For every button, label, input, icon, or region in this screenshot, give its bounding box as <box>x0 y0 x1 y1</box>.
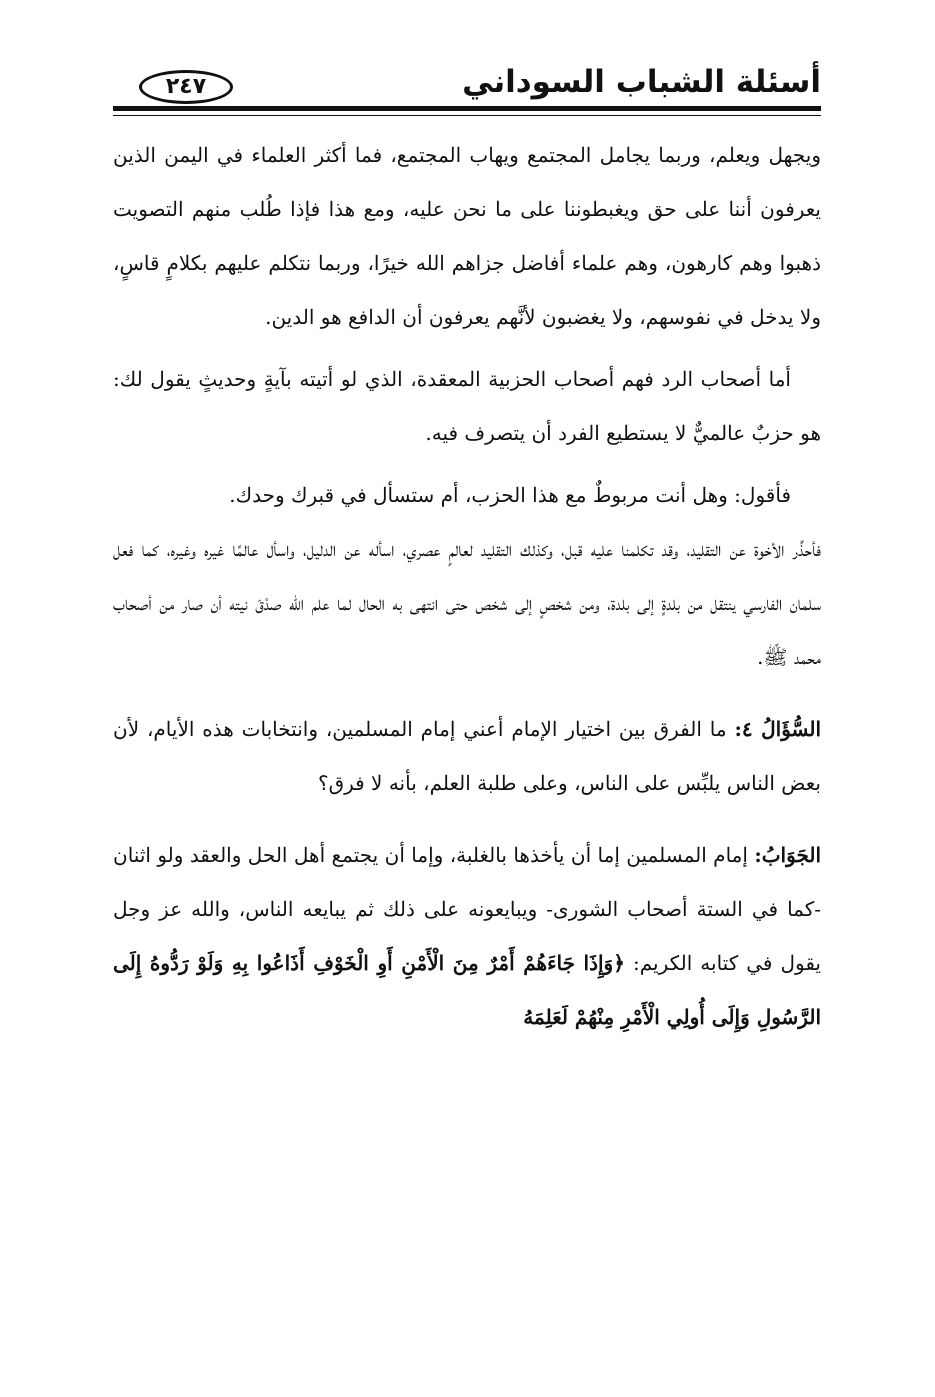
page-header <box>113 60 821 120</box>
paragraph-4: فأحذِّر الأخوة عن التقليد، وقد تكلمنا عليه قبل، وكذلك التقليد لعالمٍ عصري، اسأله عن الدليل، واسأل عالمًا غيره وغيره، كما فعل سلمان الفارسي ينتقل من بلدةٍ إلى بلدة، ومن شخصٍ إلى شخص حتى انتهى به الحال لما علم الله صدْقَ نيته أن صار من أصحاب محمد ﷺ. <box>113 537 821 669</box>
book-title: أسئلة الشباب السوداني <box>462 64 821 100</box>
answer <box>113 828 821 1044</box>
answer-label: الجَوَابُ: <box>754 843 822 867</box>
question-4 <box>113 702 821 810</box>
paragraph-1: ويجهل ويعلم، وربما يجامل المجتمع ويهاب المجتمع، فما أكثر العلماء في اليمن الذين يعرفون أننا على حق ويغبطوننا على ما نحن عليه، ومع هذا فإذا طُلب منهم التصويت ذهبوا وهم كارهون، وهم علماء أفاضل جزاهم الله خيرًا، وربما نتكلم عليهم بكلامٍ قاسٍ، ولا يدخل في نفوسهم، ولا يغضبون لأنَّهم يعرفون أن الدافع هو الدين. <box>113 143 821 329</box>
header-rule <box>113 106 821 111</box>
page-number: ٢٤٧ <box>165 74 207 99</box>
paragraph-2: أما أصحاب الرد فهم أصحاب الحزبية المعقدة، الذي لو أتيته بآيةٍ وحديثٍ يقول لك: هو حزبٌ عالميٌّ لا يستطيع الفرد أن يتصرف فيه. <box>113 367 821 445</box>
page-body <box>113 128 821 1044</box>
header-rule-thin <box>113 115 821 116</box>
quran-verse: ﴿وَإِذَا جَاءَهُمْ أَمْرٌ مِنَ الْأَمْنِ أَوِ الْخَوْفِ أَذَاعُوا بِهِ وَلَوْ رَدُّوهُ إِلَى الرَّسُولِ وَإِلَى أُولِي الْأَمْرِ مِنْهُمْ لَعَلِمَهُ <box>113 951 821 1029</box>
answer-text: إمام المسلمين إما أن يأخذها بالغلبة، وإما أن يجتمع أهل الحل والعقد ولو اثنان -كما في الستة أصحاب الشورى- ويبايعونه على ذلك ثم يبايعه الناس، والله عز وجل يقول في كتابه الكريم: <box>113 843 822 975</box>
page-number-badge <box>139 70 233 104</box>
question-label: السُّؤَالُ ٤: <box>734 717 822 741</box>
paragraph-3: فأقول: وهل أنت مربوطٌ مع هذا الحزب، أم ستسأل في قبرك وحدك. <box>229 483 791 507</box>
question-text: ما الفرق بين اختيار الإمام أعني إمام المسلمين، وانتخابات هذه الأيام، لأن بعض الناس يلبِّس على الناس، وعلى طلبة العلم، بأنه لا فرق؟ <box>113 717 821 795</box>
